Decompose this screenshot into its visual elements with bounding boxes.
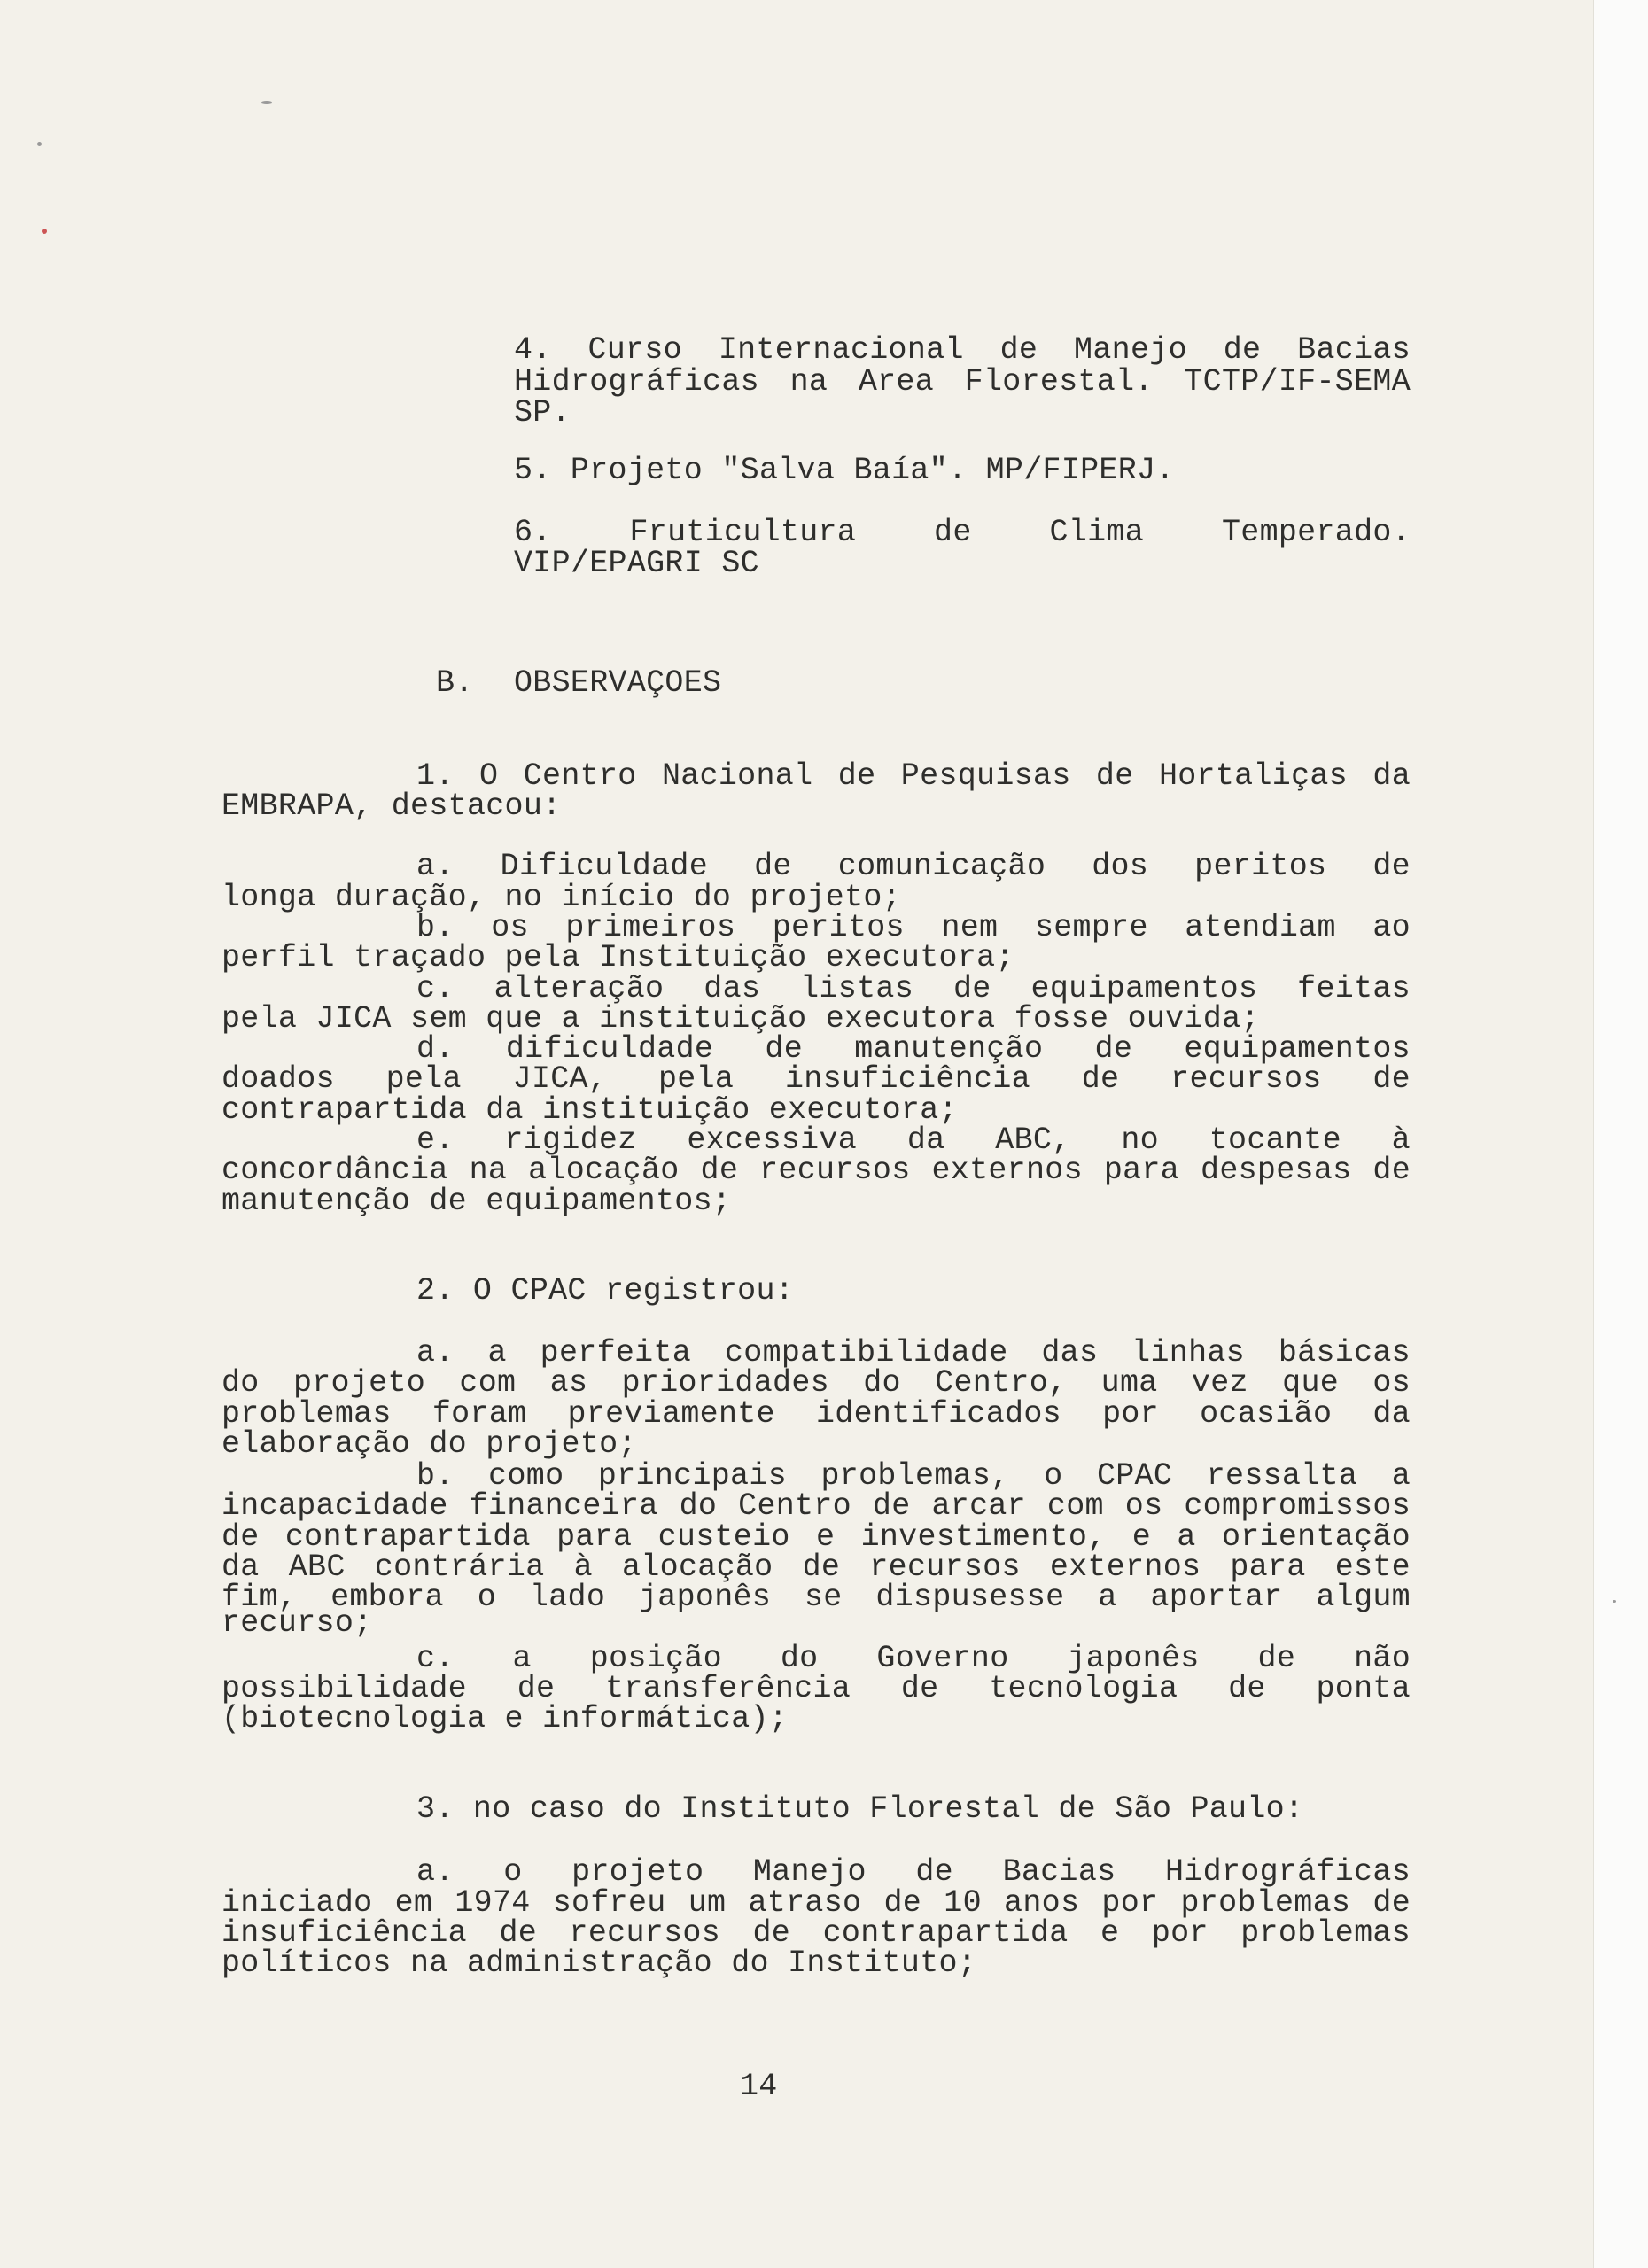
text-line: b. como principais problemas, o CPAC ressalta a bbox=[416, 1461, 1411, 1491]
text-line: (biotecnologia e informática); bbox=[222, 1701, 789, 1736]
text-line: problemas foram previamente identificados por ocasião da bbox=[222, 1399, 1411, 1429]
scan-speck bbox=[37, 142, 42, 146]
text-line: perfil traçado pela Instituição executora; bbox=[222, 940, 1014, 975]
scan-speck bbox=[42, 229, 47, 234]
text-line: doados pela JICA, pela insuficiência de recursos de bbox=[222, 1064, 1411, 1094]
text-line: 5. Projeto "Salva Baía". MP/FIPERJ. bbox=[514, 453, 1175, 488]
text-line: 3. no caso do Instituto Florestal de São Paulo: bbox=[416, 1791, 1304, 1827]
text-line: c. alteração das listas de equipamentos feitas bbox=[416, 974, 1411, 1004]
text-line: a. o projeto Manejo de Bacias Hidrográficas bbox=[416, 1857, 1411, 1887]
text-line: EMBRAPA, destacou: bbox=[222, 788, 562, 824]
text-line: c. a posição do Governo japonês de não bbox=[416, 1643, 1411, 1674]
text-line: concordância na alocação de recursos externos para despesas de bbox=[222, 1155, 1411, 1185]
text-line: do projeto com as prioridades do Centro, uma vez que os bbox=[222, 1368, 1411, 1398]
text-line: b. os primeiros peritos nem sempre atendiam ao bbox=[416, 913, 1411, 943]
text-line: da ABC contrária à alocação de recursos externos para este bbox=[222, 1552, 1411, 1582]
text-line: insuficiência de recursos de contrapartida e por problemas bbox=[222, 1918, 1411, 1948]
scan-speck bbox=[261, 101, 272, 104]
text-line: e. rigidez excessiva da ABC, no tocante à bbox=[416, 1125, 1411, 1155]
text-line: pela JICA sem que a instituição executora fosse ouvida; bbox=[222, 1001, 1260, 1037]
scan-speck bbox=[1613, 1600, 1616, 1603]
text-line: de contrapartida para custeio e investimento, e a orientação bbox=[222, 1522, 1411, 1552]
text-line: a. a perfeita compatibilidade das linhas básicas bbox=[416, 1338, 1411, 1368]
text-line: iniciado em 1974 sofreu um atraso de 10 anos por problemas de bbox=[222, 1888, 1411, 1918]
scan-edge bbox=[1593, 0, 1648, 2268]
text-line: 2. O CPAC registrou: bbox=[416, 1273, 795, 1309]
text-line: a. Dificuldade de comunicação dos peritos de bbox=[416, 851, 1411, 882]
text-line: possibilidade de transferência de tecnologia de ponta bbox=[222, 1674, 1411, 1704]
text-line: OBSERVAÇOES bbox=[514, 665, 722, 701]
text-line: B. bbox=[436, 665, 474, 701]
text-line: VIP/EPAGRI SC bbox=[514, 546, 759, 581]
text-line: longa duração, no início do projeto; bbox=[222, 880, 901, 915]
text-line: recurso; bbox=[222, 1605, 373, 1641]
text-line: fim, embora o lado japonês se dispusesse a aportar algum bbox=[222, 1582, 1411, 1612]
text-line: políticos na administração do Instituto; bbox=[222, 1946, 977, 1981]
text-line: 1. O Centro Nacional de Pesquisas de Hortaliças da bbox=[416, 761, 1411, 791]
text-line: manutenção de equipamentos; bbox=[222, 1184, 732, 1219]
text-line: SP. bbox=[514, 395, 571, 431]
text-line: 4. Curso Internacional de Manejo de Bacias bbox=[514, 335, 1411, 365]
text-line: d. dificuldade de manutenção de equipamentos bbox=[416, 1034, 1411, 1064]
text-line: incapacidade financeira do Centro de arcar com os compromissos bbox=[222, 1491, 1411, 1521]
text-line: 6. Fruticultura de Clima Temperado. bbox=[514, 517, 1411, 548]
text-line: elaboração do projeto; bbox=[222, 1426, 637, 1462]
page-number: 14 bbox=[740, 2069, 778, 2104]
text-line: contrapartida da instituição executora; bbox=[222, 1092, 958, 1128]
text-line: Hidrográficas na Area Florestal. TCTP/IF-SEMA bbox=[514, 367, 1411, 397]
